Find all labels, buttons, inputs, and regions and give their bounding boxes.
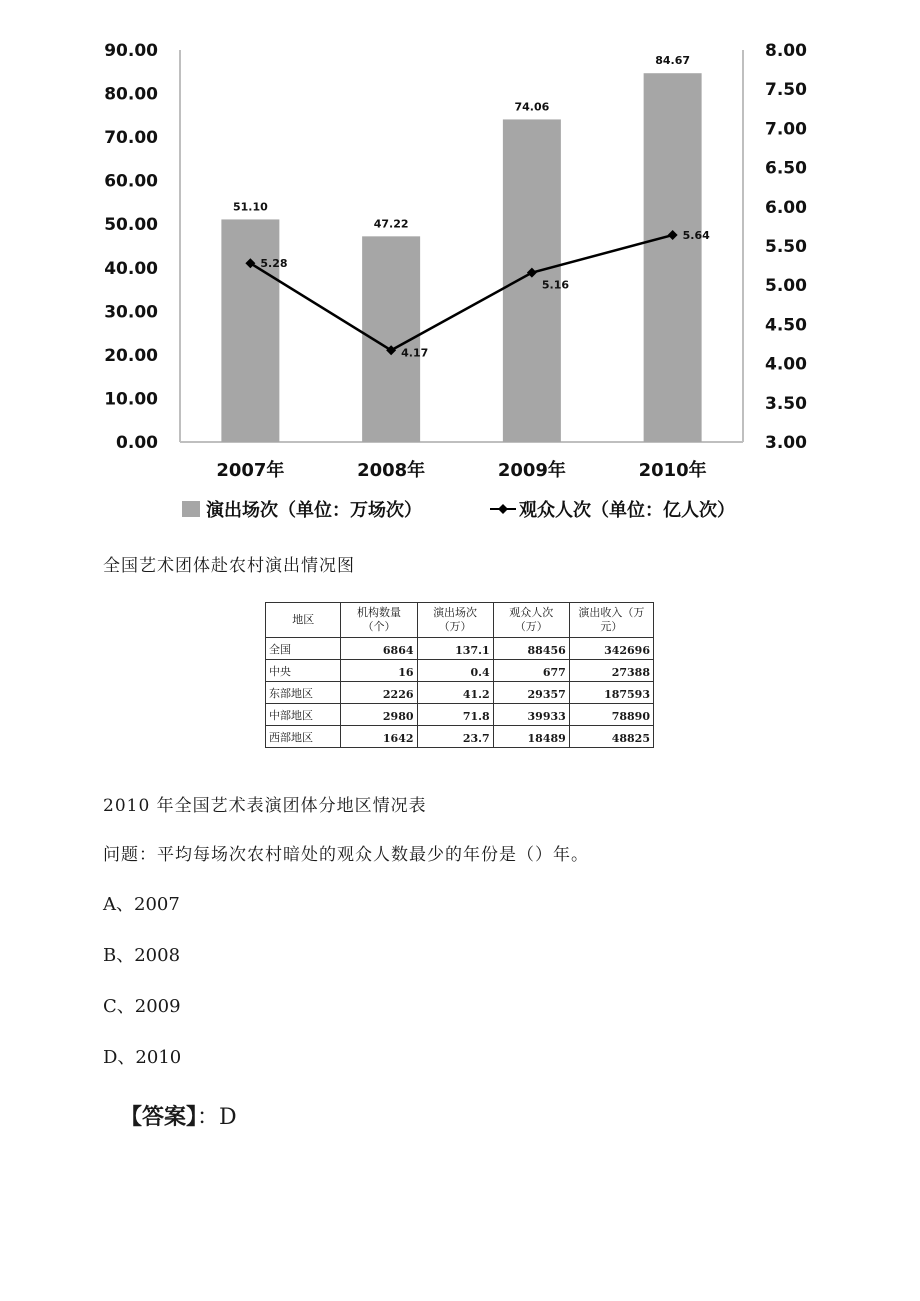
answer-label: 【答案】 (120, 1105, 198, 1130)
table-cell: 71.8 (417, 704, 493, 726)
line-data-label: 5.64 (682, 229, 710, 243)
legend-bar-swatch (182, 501, 200, 517)
table-header: 演出收入（万元） (569, 603, 653, 638)
table-row (266, 638, 654, 660)
option-c: C、2009 (103, 996, 181, 1017)
table-cell: 16 (341, 660, 417, 682)
left-tick-label: 20.00 (104, 345, 158, 366)
category-labels (216, 459, 706, 481)
table-row (266, 660, 654, 682)
line-data-label: 4.17 (401, 346, 429, 360)
table-row (266, 682, 654, 704)
table-header: 观众人次（万） (493, 603, 569, 638)
left-tick-label: 90.00 (104, 41, 158, 61)
left-tick-label: 60.00 (104, 171, 158, 192)
table-cell: 中部地区 (266, 704, 341, 726)
right-tick-label: 4.00 (765, 354, 807, 375)
category-label: 2007年 (216, 460, 285, 481)
line-data-label: 5.28 (260, 257, 288, 271)
left-tick-label: 30.00 (104, 302, 158, 323)
table-cell: 48825 (569, 726, 653, 748)
series-line (250, 235, 672, 350)
line-data-label: 5.16 (541, 278, 570, 292)
bar-data-label: 47.22 (373, 217, 409, 231)
table-cell: 西部地区 (266, 726, 341, 748)
bar (221, 219, 279, 442)
table-cell: 39933 (493, 704, 569, 726)
bar-data-label: 84.67 (655, 54, 691, 68)
table-header: 演出场次（万） (417, 603, 493, 638)
table-cell: 187593 (569, 682, 653, 704)
line-series (245, 229, 710, 359)
bar-series (221, 54, 701, 442)
option-b: B、2008 (103, 945, 181, 966)
table-cell: 东部地区 (266, 682, 341, 704)
bar-data-label: 74.06 (514, 100, 550, 114)
table-header-row (266, 603, 654, 638)
chart-caption: 全国艺术团体赴农村演出情况图 (103, 556, 355, 576)
category-label: 2008年 (357, 460, 426, 481)
left-tick-label: 70.00 (104, 128, 158, 149)
left-tick-label: 50.00 (104, 215, 158, 236)
category-label: 2009年 (497, 460, 566, 481)
region-table (265, 602, 654, 748)
right-tick-label: 8.00 (765, 41, 807, 61)
chart-legend (182, 499, 735, 521)
left-tick-label: 10.00 (104, 389, 158, 410)
table-cell: 78890 (569, 704, 653, 726)
right-tick-label: 5.00 (765, 276, 807, 297)
table-cell: 88456 (493, 638, 569, 660)
answer-value: ：D (197, 1105, 237, 1130)
answer (120, 1100, 237, 1131)
table-cell: 1642 (341, 726, 417, 748)
left-tick-label: 0.00 (116, 433, 158, 453)
right-tick-label: 7.50 (765, 80, 807, 101)
table-cell: 6864 (341, 638, 417, 660)
table-cell: 2980 (341, 704, 417, 726)
legend-line-marker (498, 504, 508, 514)
option-a: A、2007 (103, 894, 180, 915)
question-text: 问题：平均每场次农村暗处的观众人数最少的年份是（）年。 (103, 845, 589, 865)
table-row (266, 704, 654, 726)
table-cell: 2226 (341, 682, 417, 704)
table-header: 地区 (266, 603, 341, 638)
right-axis-ticks (765, 41, 807, 453)
table-cell: 41.2 (417, 682, 493, 704)
table-caption: 2010 年全国艺术表演团体分地区情况表 (103, 796, 427, 816)
right-tick-label: 5.50 (765, 237, 807, 257)
table-cell: 中央 (266, 660, 341, 682)
left-tick-label: 80.00 (104, 84, 158, 105)
table-cell: 29357 (493, 682, 569, 704)
table-cell: 677 (493, 660, 569, 682)
table-cell: 23.7 (417, 726, 493, 748)
table-cell: 27388 (569, 660, 653, 682)
right-tick-label: 3.50 (765, 393, 807, 414)
right-tick-label: 3.00 (765, 433, 807, 453)
category-label: 2010年 (638, 460, 707, 481)
chart (0, 0, 920, 540)
right-tick-label: 7.00 (765, 119, 807, 140)
legend-bar-label: 演出场次（单位：万场次） (206, 500, 422, 521)
table-cell: 137.1 (417, 638, 493, 660)
table-cell: 0.4 (417, 660, 493, 682)
table-header: 机构数量（个） (341, 603, 417, 638)
table-row (266, 726, 654, 748)
table-cell: 全国 (266, 638, 341, 660)
table-cell: 18489 (493, 726, 569, 748)
bar (644, 73, 702, 442)
option-d: D、2010 (103, 1047, 182, 1068)
legend-line-label: 观众人次（单位：亿人次） (519, 500, 735, 521)
left-tick-label: 40.00 (104, 258, 158, 279)
right-tick-label: 6.50 (765, 158, 807, 179)
right-tick-label: 4.50 (765, 315, 807, 336)
bar-data-label: 51.10 (232, 200, 268, 214)
right-tick-label: 6.00 (765, 197, 807, 218)
table-cell: 342696 (569, 638, 653, 660)
left-axis-ticks (104, 41, 158, 453)
